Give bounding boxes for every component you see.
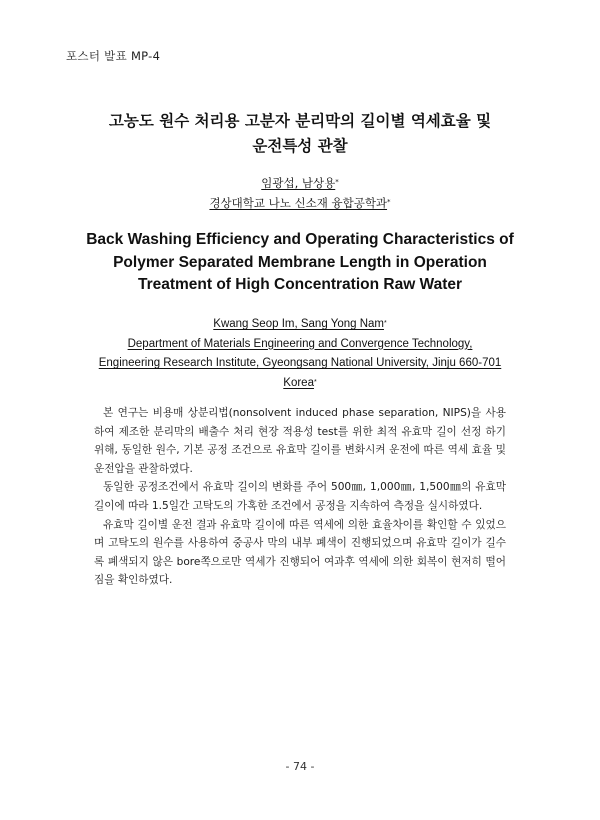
korean-author-mark: *: [335, 178, 339, 186]
english-authors-line: [40, 315, 560, 335]
abstract-body: [94, 404, 506, 590]
english-author-block: [40, 315, 560, 393]
korean-affiliation-line: [60, 193, 540, 213]
page-number: - 74 -: [285, 760, 315, 773]
english-affiliation-line-2: Engineering Research Institute, Gyeongsang National University, Jinju 660-701: [98, 357, 502, 369]
korean-affiliation-mark: *: [387, 198, 391, 206]
korean-title-line-1: 고농도 원수 처리용 고분자 분리막의 길이별 역세효율 및: [108, 112, 492, 130]
korean-title-line-2: 운전특성 관찰: [252, 137, 348, 155]
english-author-mark: *: [383, 320, 387, 327]
abstract-paragraph-2: 동일한 공정조건에서 유효막 길이의 변화를 주어 500㎜, 1,000㎜, 1,500㎜의 유효막 길이에 따라 1.5일간 고탁도의 가혹한 조건에서 공정을 지속하여 측정을 실시하였다.: [94, 481, 506, 512]
english-title-line-2: Polymer Separated Membrane Length in Operation: [113, 253, 487, 271]
abstract-paragraph-3: 유효막 길이별 운전 결과 유효막 길이에 따른 역세에 의한 효율차이를 확인할 수 있었으며 고탁도의 원수를 사용하여 중공사 막의 내부 폐색이 진행되었으며 유효막 길이가 길수록 폐색되지 않은 bore쪽으로만 역세가 진행되어 여과후 역세에 의한 회복이 현저히 떨어짐을 확인하였다.: [94, 518, 506, 587]
english-title-line-3: Treatment of High Concentration Raw Water: [137, 276, 463, 293]
session-label: 포스터 발표 MP-4: [66, 49, 161, 63]
english-affiliation-line-1: Department of Materials Engineering and Convergence Technology,: [127, 337, 473, 350]
korean-author-block: [60, 173, 540, 213]
korean-affiliation: 경상대학교 나노 신소재 융합공학과: [209, 196, 388, 210]
korean-authors-line: [60, 173, 540, 193]
korean-authors: 임광섭, 남상용: [261, 176, 336, 190]
abstract-paragraph-1: 본 연구는 비용매 상분리법(nonsolvent induced phase separation, NIPS)을 사용하여 제조한 분리막의 배출수 처리 현장 적용성 test를 위한 최적 유효막 길이 선정 하기 위해, 동일한 원수, 기본 공정 조건으로 유효막 길이를 변화시켜 운전에 따른 역세 효율 및 운전압을 관찰하였다.: [94, 407, 506, 475]
english-affiliation-mark: *: [313, 378, 317, 386]
english-title-line-1: Back Washing Efficiency and Operating Characteristics of: [86, 231, 514, 248]
english-title: [40, 229, 560, 297]
korean-title: [60, 109, 540, 159]
english-authors: Kwang Seop Im, Sang Yong Nam: [213, 318, 384, 330]
english-affiliation-line-3-wrap: [40, 374, 560, 394]
english-affiliation-line-3: Korea: [283, 376, 314, 389]
